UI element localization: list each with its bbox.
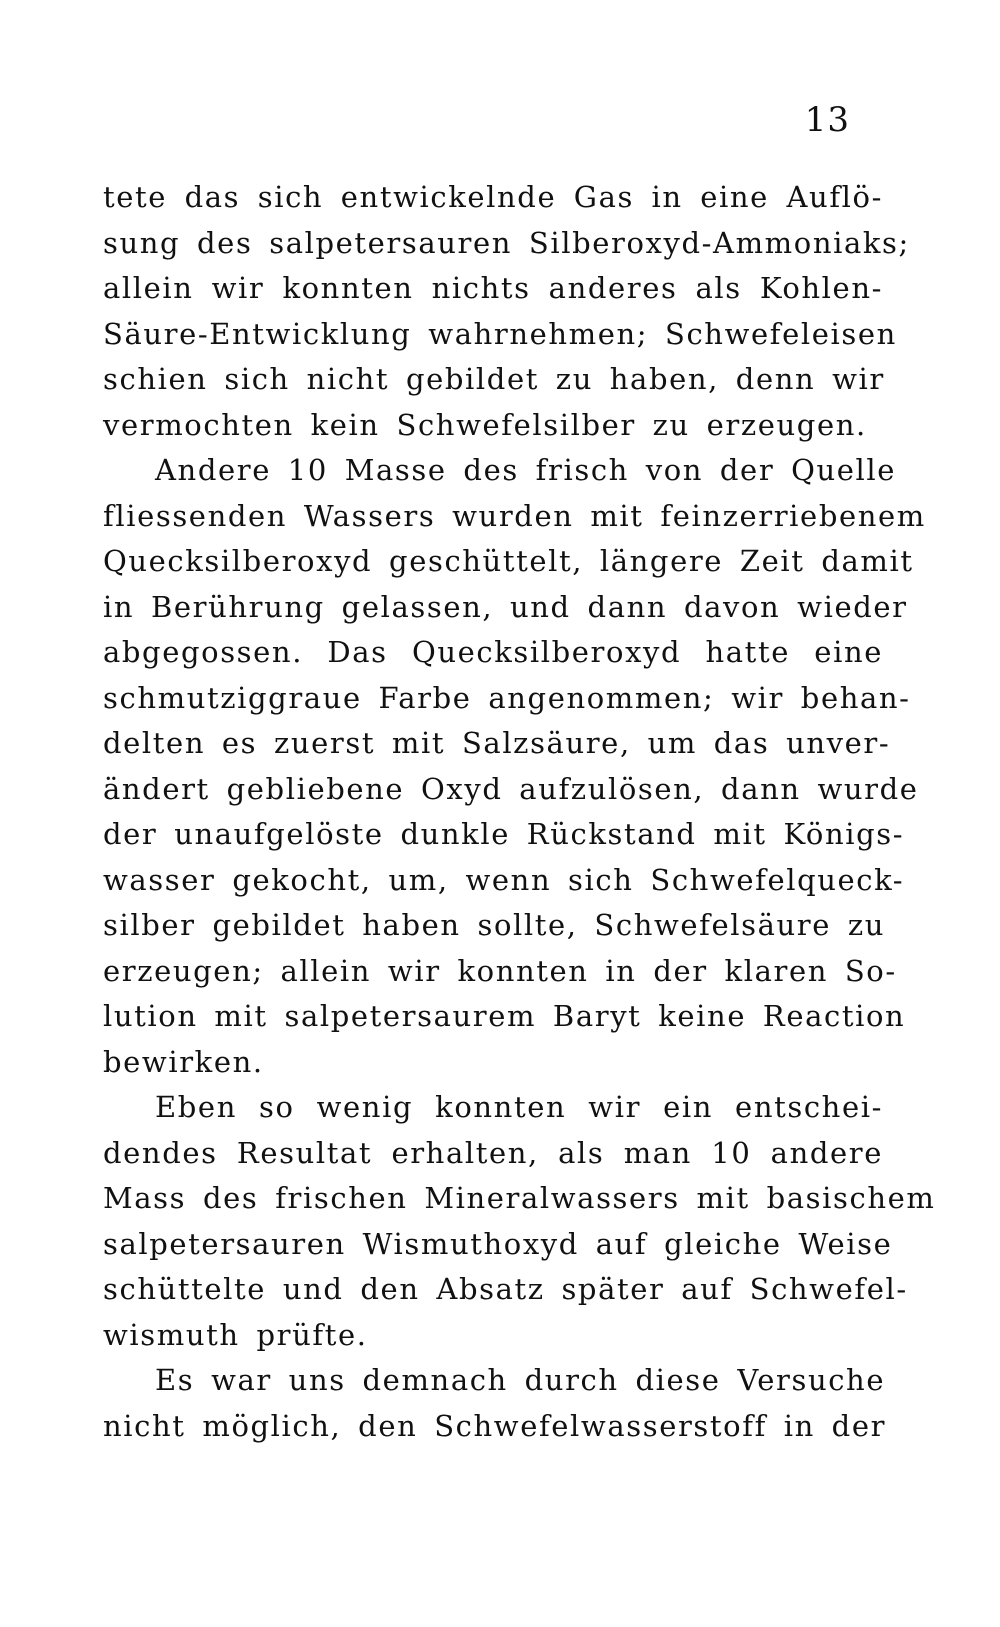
text-line: nicht möglich, den Schwefelwasserstoff in der [103,1408,887,1443]
text-line: erzeugen; allein wir konnten in der klaren So- [103,953,897,988]
page-number: 13 [804,100,850,140]
text-line: salpetersauren Wismuthoxyd auf gleiche Weise [103,1226,893,1261]
text-line: fliessenden Wassers wurden mit feinzerriebenem [103,498,926,533]
text-line: schüttelte und den Absatz später auf Schwefel- [103,1272,908,1306]
text-line: lution mit salpetersaurem Baryt keine Reaction [103,999,906,1033]
text-line: Mass des frischen Mineralwassers mit basischem [103,1181,936,1215]
text-line: Quecksilberoxyd geschüttelt, längere Zeit damit [103,544,914,578]
body-text [103,175,936,1449]
text-line: delten es zuerst mit Salzsäure, um das unver- [103,726,891,760]
text-line: Es war uns demnach durch diese Versuche [155,1363,886,1397]
text-line: wasser gekocht, um, wenn sich Schwefelqueck- [103,862,905,897]
text-line: wismuth prüfte. [103,1317,368,1352]
text-line: abgegossen. Das Quecksilberoxyd hatte eine [103,635,883,669]
text-line: allein wir konnten nichts anderes als Kohlen- [103,271,883,305]
text-line: Eben so wenig konnten wir ein entschei- [155,1090,883,1124]
text-line: der unaufgelöste dunkle Rückstand mit Königs- [103,817,905,851]
text-line: Säure-Entwicklung wahrnehmen; Schwefeleisen [103,316,897,351]
text-line: tete das sich entwickelnde Gas in eine Auflö- [103,180,883,214]
text-line: schien sich nicht gebildet zu haben, denn wir [103,362,885,396]
text-line: vermochten kein Schwefelsilber zu erzeugen. [103,407,867,442]
text-line: in Berührung gelassen, und dann davon wieder [103,589,908,624]
text-line: silber gebildet haben sollte, Schwefelsäure zu [103,908,885,942]
text-line: bewirken. [103,1044,264,1079]
text-line: dendes Resultat erhalten, als man 10 andere [103,1135,883,1170]
text-line: ändert gebliebene Oxyd aufzulösen, dann wurde [103,771,919,806]
text-line: schmutziggraue Farbe angenommen; wir behan- [103,680,911,715]
text-line: sung des salpetersauren Silberoxyd-Ammoniaks; [103,225,910,260]
text-line: Andere 10 Masse des frisch von der Quelle [155,453,897,487]
